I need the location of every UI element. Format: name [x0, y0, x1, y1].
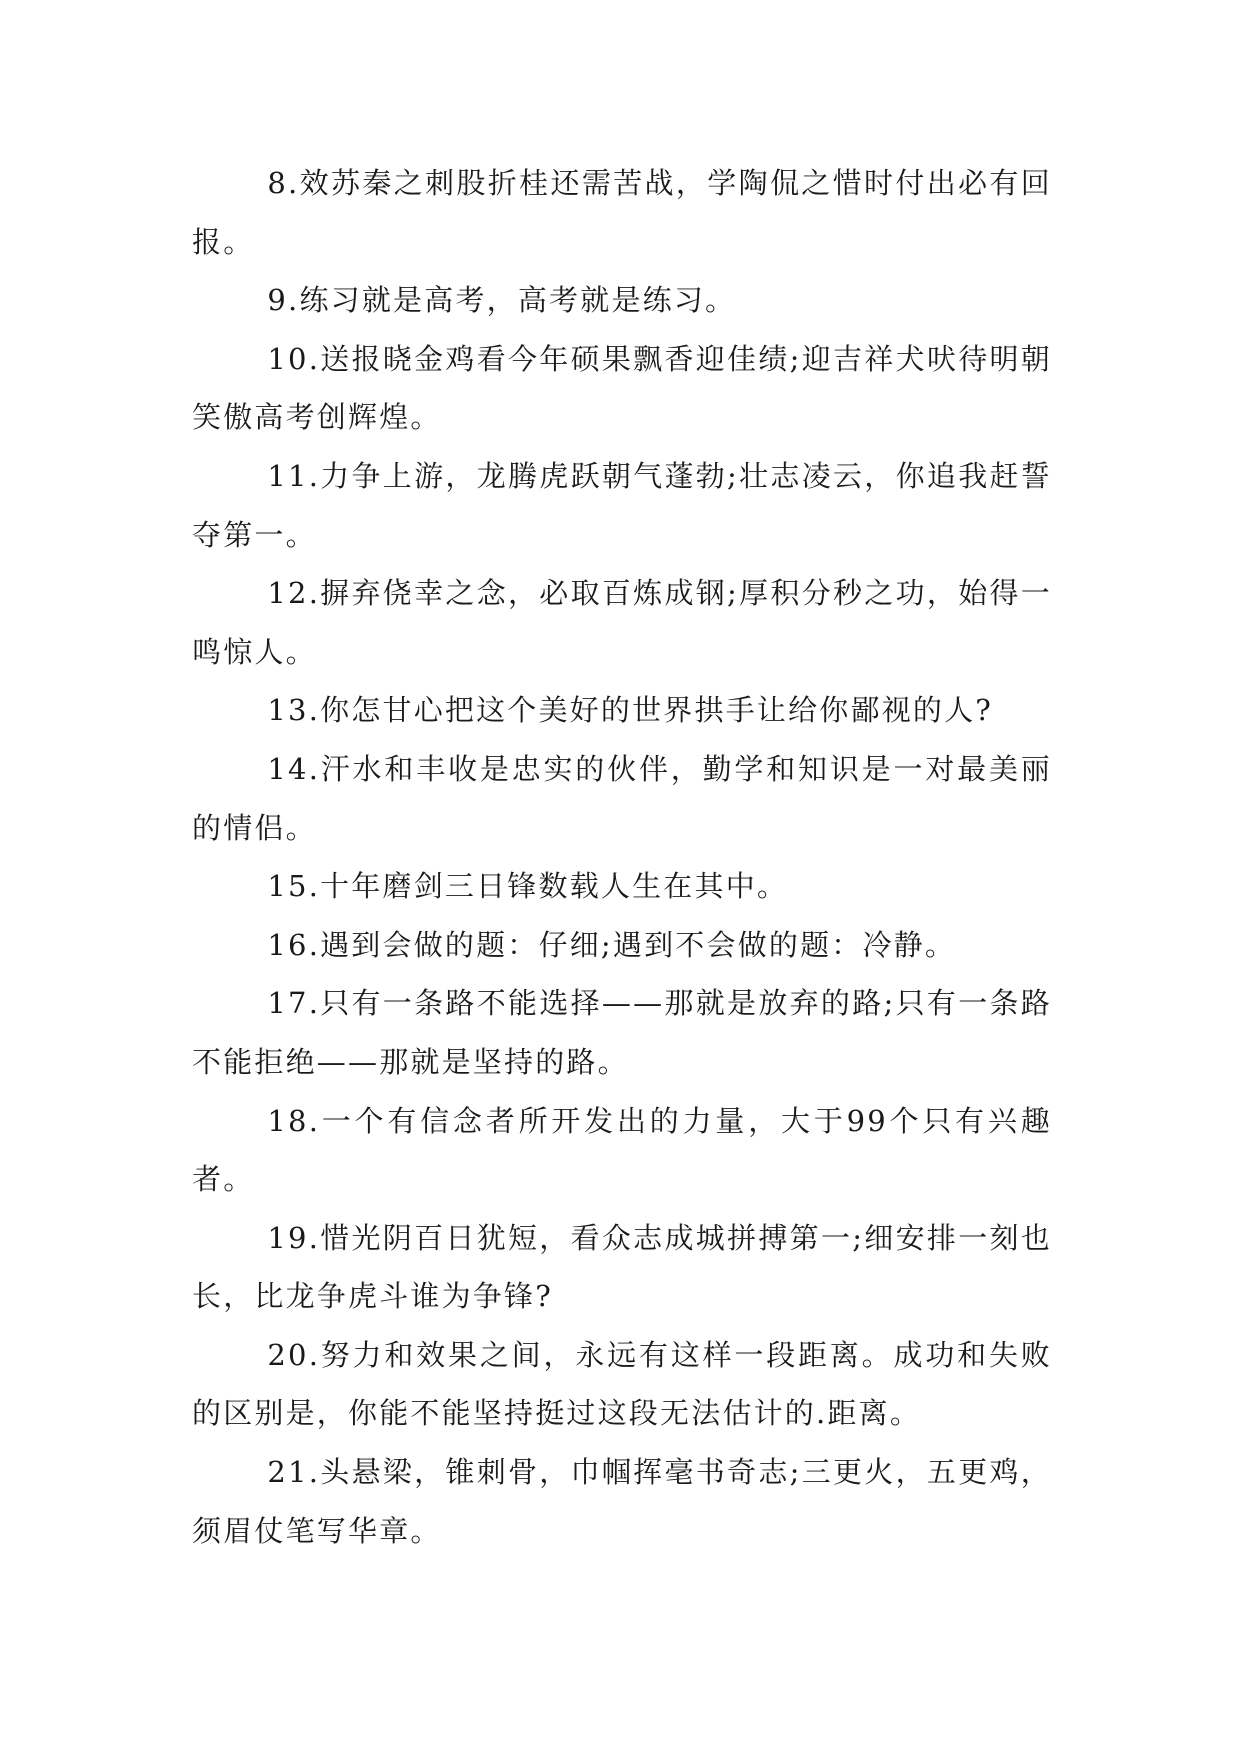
paragraph-21: 21.头悬梁，锥刺骨，巾帼挥毫书奇志;三更火，五更鸡，须眉仗笔写华章。	[192, 1455, 1052, 1548]
document-body	[192, 154, 1052, 1560]
paragraph-8: 8.效苏秦之刺股折桂还需苦战，学陶侃之惜时付出必有回报。	[192, 166, 1052, 259]
paragraph-11: 11.力争上游，龙腾虎跃朝气蓬勃;壮志凌云，你追我赶誓夺第一。	[192, 458, 1052, 552]
paragraph-15: 15.十年磨剑三日锋数载人生在其中。	[267, 869, 789, 904]
paragraph-19: 19.惜光阴百日犹短，看众志成城拼搏第一;细安排一刻也长，比龙争虎斗谁为争锋?	[192, 1220, 1052, 1314]
paragraph-9: 9.练习就是高考，高考就是练习。	[267, 283, 737, 318]
paragraph-10: 10.送报晓金鸡看今年硕果飘香迎佳绩;迎吉祥犬吠待明朝笑傲高考创辉煌。	[192, 341, 1052, 435]
paragraph-12: 12.摒弃侥幸之念，必取百炼成钢;厚积分秒之功，始得一鸣惊人。	[192, 576, 1052, 669]
paragraph-14: 14.汗水和丰收是忠实的伙伴，勤学和知识是一对最美丽的情侣。	[192, 751, 1052, 845]
paragraph-20: 20.努力和效果之间，永远有这样一段距离。成功和失败的区别是，你能不能坚持挺过这段无法估计的.距离。	[192, 1337, 1052, 1431]
paragraph-17: 17.只有一条路不能选择——那就是放弃的路;只有一条路不能拒绝——那就是坚持的路。	[192, 986, 1052, 1079]
paragraph-13: 13.你怎甘心把这个美好的世界拱手让给你鄙视的人?	[267, 693, 994, 728]
paragraph-16: 16.遇到会做的题：仔细;遇到不会做的题：冷静。	[267, 927, 957, 962]
paragraph-18: 18.一个有信念者所开发出的力量，大于99个只有兴趣者。	[192, 1103, 1052, 1197]
